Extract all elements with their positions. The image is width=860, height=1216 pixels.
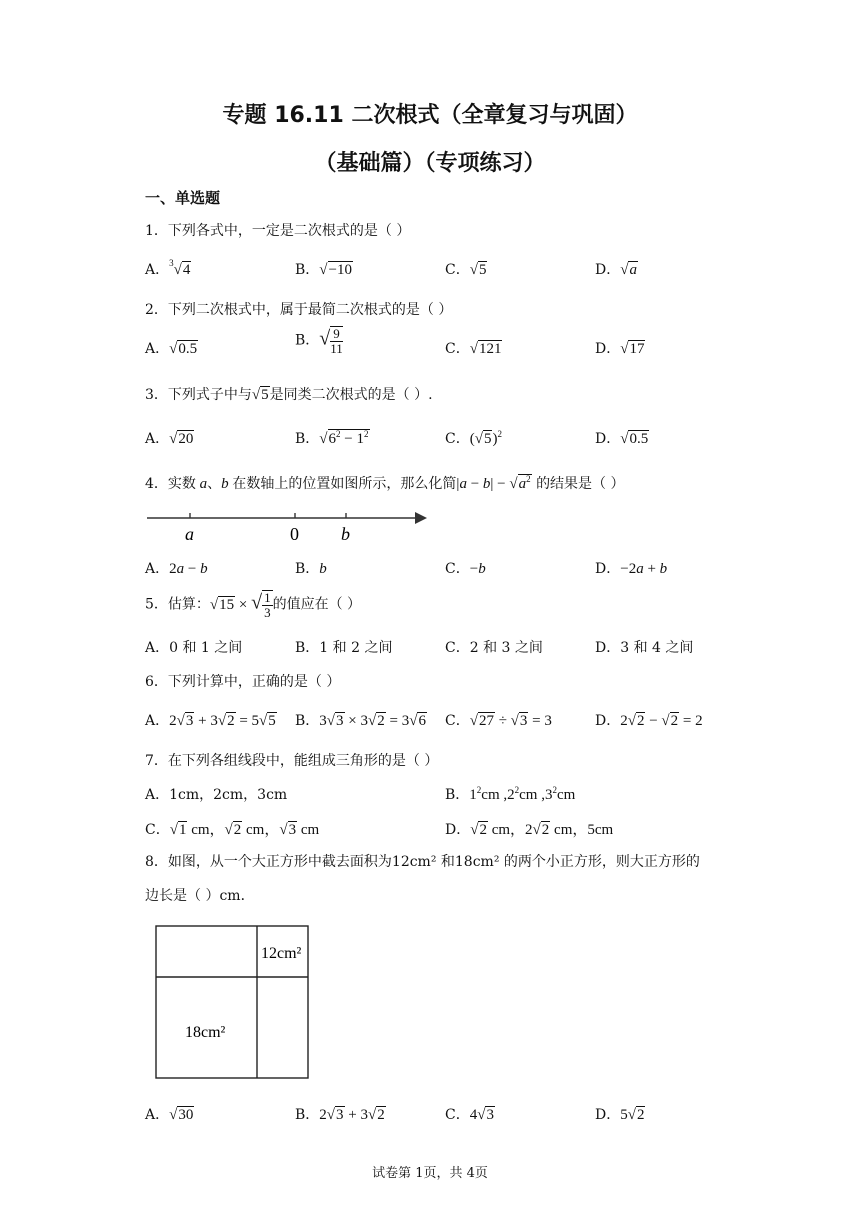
q8-option-c: C．4√3: [445, 1107, 494, 1123]
label-large-square: 18cm²: [185, 1024, 226, 1041]
q8-option-b: B．2√3 + 3√2: [295, 1107, 385, 1123]
q5-option-d: D．3 和 4 之间: [595, 640, 694, 656]
axis-label-zero: 0: [290, 524, 299, 544]
page-subtitle: （基础篇）（专项练习）: [314, 151, 546, 176]
axis-label-a: a: [185, 524, 194, 544]
q8-stem-line2: 边长是（ ）cm．: [145, 888, 255, 904]
squares-figure: [155, 925, 310, 1080]
q2-option-d: D．√17: [595, 341, 645, 357]
axis-label-b: b: [341, 524, 350, 544]
q4-option-c: C．−b: [445, 561, 486, 577]
page-title: 专题 16.11 二次根式（全章复习与巩固）: [222, 103, 638, 128]
number-line-arrow-icon: [415, 512, 427, 524]
q2-option-a: A．√0.5: [145, 341, 198, 357]
q2-stem: 2．下列二次根式中，属于最简二次根式的是（ ）: [145, 302, 453, 318]
q4-option-a: A．2a − b: [145, 561, 208, 577]
number-line: [145, 506, 430, 546]
q6-option-c: C．√27 ÷ √3 = 3: [445, 713, 552, 729]
q3-option-a: A．√20: [145, 431, 194, 447]
q7-option-c: C．√1 cm，√2 cm，√3 cm: [145, 822, 320, 838]
q1-option-d: D．√a: [595, 262, 637, 278]
q5-stem: 5．估算：√15 × √ $\frac{1}{3}$ 的值应在（ ）: [145, 590, 362, 620]
q1-option-b: B．√−10: [295, 262, 352, 278]
q2-option-b: B．√ $\frac{9}{11}$: [295, 326, 343, 356]
q3-option-c: C．$(√5)^2$: [445, 429, 502, 447]
q5-option-b: B．1 和 2 之间: [295, 640, 393, 656]
q3-stem: 3．下列式子中与√5是同类二次根式的是（ ）.: [145, 387, 433, 403]
q3-option-d: D．√0.5: [595, 431, 649, 447]
label-small-square: 12cm²: [261, 945, 302, 962]
q6-stem: 6．下列计算中，正确的是（ ）: [145, 674, 341, 690]
q1-stem: 1．下列各式中，一定是二次根式的是（ ）: [145, 223, 411, 239]
q8-stem-line1: 8．如图，从一个大正方形中截去面积为12cm² 和18cm² 的两个小正方形，则大正方形的: [145, 854, 700, 870]
q7-option-a: A．1cm，2cm，3cm: [145, 787, 288, 803]
q6-option-b: B．3√3 × 3√2 = 3√6: [295, 713, 426, 729]
q1-option-c: C．√5: [445, 262, 487, 278]
q6-option-d: D．2√2 − √2 = 2: [595, 713, 703, 729]
q7-option-d: D．√2 cm，2√2 cm，5cm: [445, 822, 614, 838]
q5-option-a: A．0 和 1 之间: [145, 640, 243, 656]
q4-option-b: B．b: [295, 561, 327, 577]
q3-option-b: B．$√6^2 - 1^2$: [295, 429, 369, 447]
q7-option-b: B．$1^2cm$ $,2^2cm$ $,3^2cm$: [445, 785, 576, 803]
q6-option-a: A．2√3 + 3√2 = 5√5: [145, 713, 276, 729]
q5-option-c: C．2 和 3 之间: [445, 640, 543, 656]
q7-stem: 7．在下列各组线段中，能组成三角形的是（ ）: [145, 753, 439, 769]
section-heading: 一、单选题: [145, 189, 221, 207]
q4-option-d: D．−2a + b: [595, 561, 668, 577]
q8-option-d: D．5√2: [595, 1107, 645, 1123]
q2-option-c: C．√121: [445, 341, 502, 357]
page-footer: 试卷第 1页，共 4页: [372, 1166, 488, 1181]
q8-option-a: A．√30: [145, 1107, 194, 1123]
q1-option-a: A．$^3$√4: [145, 258, 191, 278]
q4-stem: 4．实数 a、b 在数轴上的位置如图所示，那么化简$|a - b| - √a^2$ 的结果是（ ）: [145, 474, 625, 492]
